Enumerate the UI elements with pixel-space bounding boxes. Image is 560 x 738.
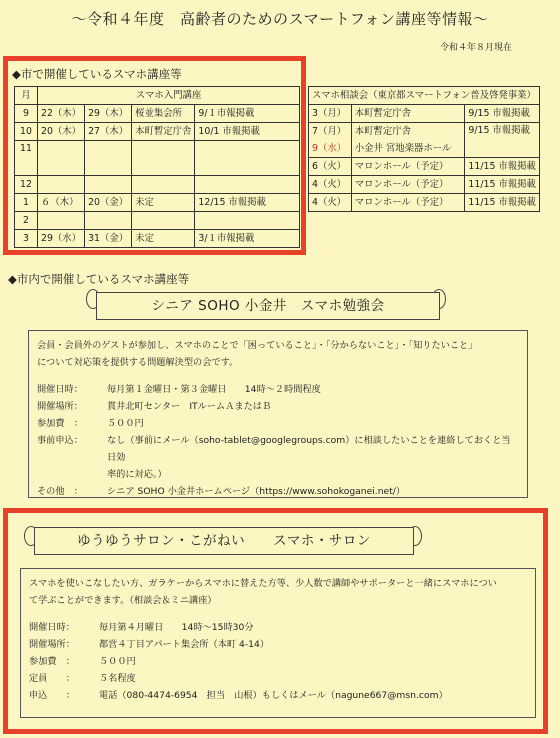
intro-course-header: スマホ入門講座 bbox=[38, 87, 300, 105]
table-row: 3（月） 本町暫定庁舎 9/15 市報掲載 bbox=[309, 105, 540, 123]
section1-heading: ◆市で開催しているスマホ講座等 bbox=[12, 67, 182, 81]
list-item: 参加費 ： ５００円 bbox=[29, 656, 136, 667]
table-row: 7（月） 9（水） 本町暫定庁舎 小金井 宮地楽器ホール 9/15 市報掲載 bbox=[309, 123, 540, 158]
list-item: 申込 ： 電話（080-4474-6954 担当 山根）もしくはメール（nagune667@msn.com） bbox=[29, 690, 448, 701]
highlight-frame-city bbox=[3, 56, 306, 255]
table-row: 2 bbox=[15, 212, 300, 230]
table-row: 3 29（水） 31（金） 未定 3/１市報掲載 bbox=[15, 230, 300, 248]
section2-heading: ◆市内で開催しているスマホ講座等 bbox=[8, 272, 190, 286]
table-row: 6（火） マロンホール（予定） 11/15 市報掲載 bbox=[309, 158, 540, 176]
list-item: 率的に対応。） bbox=[107, 469, 167, 480]
list-item: 参加費 ： ５００円 bbox=[37, 418, 144, 429]
list-item: その他 ： シニア SOHO 小金井ホームページ（https://www.sohokoganei.net/） bbox=[37, 486, 406, 497]
list-item: 開催日時： 毎月第１金曜日・第３金曜日 14時〜２時間程度 bbox=[37, 384, 321, 395]
table-row: 4（火） マロンホール（予定） 11/15 市報掲載 bbox=[309, 176, 540, 194]
yuyu-salon-info bbox=[20, 568, 536, 718]
consultation-table bbox=[308, 86, 540, 212]
table-row: 9 22（木） 29（木） 桜並集会所 9/１市報掲載 bbox=[15, 105, 300, 123]
info-text: て学ぶことができます。（相談会＆ミニ講座） bbox=[29, 595, 217, 606]
list-item: 事前申込： なし（事前にメール（soho-tablet@googlegroups.com）に相談したいことを連絡しておくと当日効 bbox=[37, 435, 511, 463]
table-row: 10 20（木） 27（木） 本町暫定庁舎 10/1 市報掲載 bbox=[15, 123, 300, 141]
info-text: について対応策を提供する問題解決型の会です。 bbox=[37, 357, 239, 368]
info-text: 会員・会員外のゲストが参加し、スマホのことで「困っていること」・「分からないこと」・「知りたいこと」 bbox=[37, 340, 478, 351]
info-text: スマホを使いこなしたい方、ガラケーからスマホに替えた方等、少人数で講師やサポーターと一緒にスマホについ bbox=[29, 578, 497, 589]
page-title: 〜令和４年度 高齢者のためのスマートフォン講座等情報〜 bbox=[71, 10, 489, 28]
senior-soho-banner: シニア SOHO 小金井 スマホ勉強会 bbox=[96, 292, 440, 320]
consultation-header: スマホ相談会（東京都スマートフォン普及啓発事業） bbox=[309, 87, 540, 105]
table-row: 11 bbox=[15, 141, 300, 176]
list-item: 定員 ： ５名程度 bbox=[29, 673, 136, 684]
list-item: 開催場所： 貫井北町センター ITルームＡまたはＢ bbox=[37, 401, 272, 412]
list-item: 開催場所： 都営４丁目アパート集会所（本町 4-14） bbox=[29, 639, 270, 650]
senior-soho-info bbox=[28, 330, 528, 498]
table-row: 1 ６（木） 20（金） 未定 12/15 市報掲載 bbox=[15, 194, 300, 212]
as-of-date: 令和４年８月現在 bbox=[440, 43, 513, 53]
table-row: 4（火） マロンホール（予定） 11/15 市報掲載 bbox=[309, 194, 540, 212]
yuyu-salon-banner: ゆうゆうサロン・こがねい スマホ・サロン bbox=[34, 527, 414, 555]
table-row: 12 bbox=[15, 176, 300, 194]
month-header: 月 bbox=[15, 87, 38, 105]
list-item: 開催日時： 毎月第４月曜日 14時〜15時30分 bbox=[29, 622, 254, 633]
